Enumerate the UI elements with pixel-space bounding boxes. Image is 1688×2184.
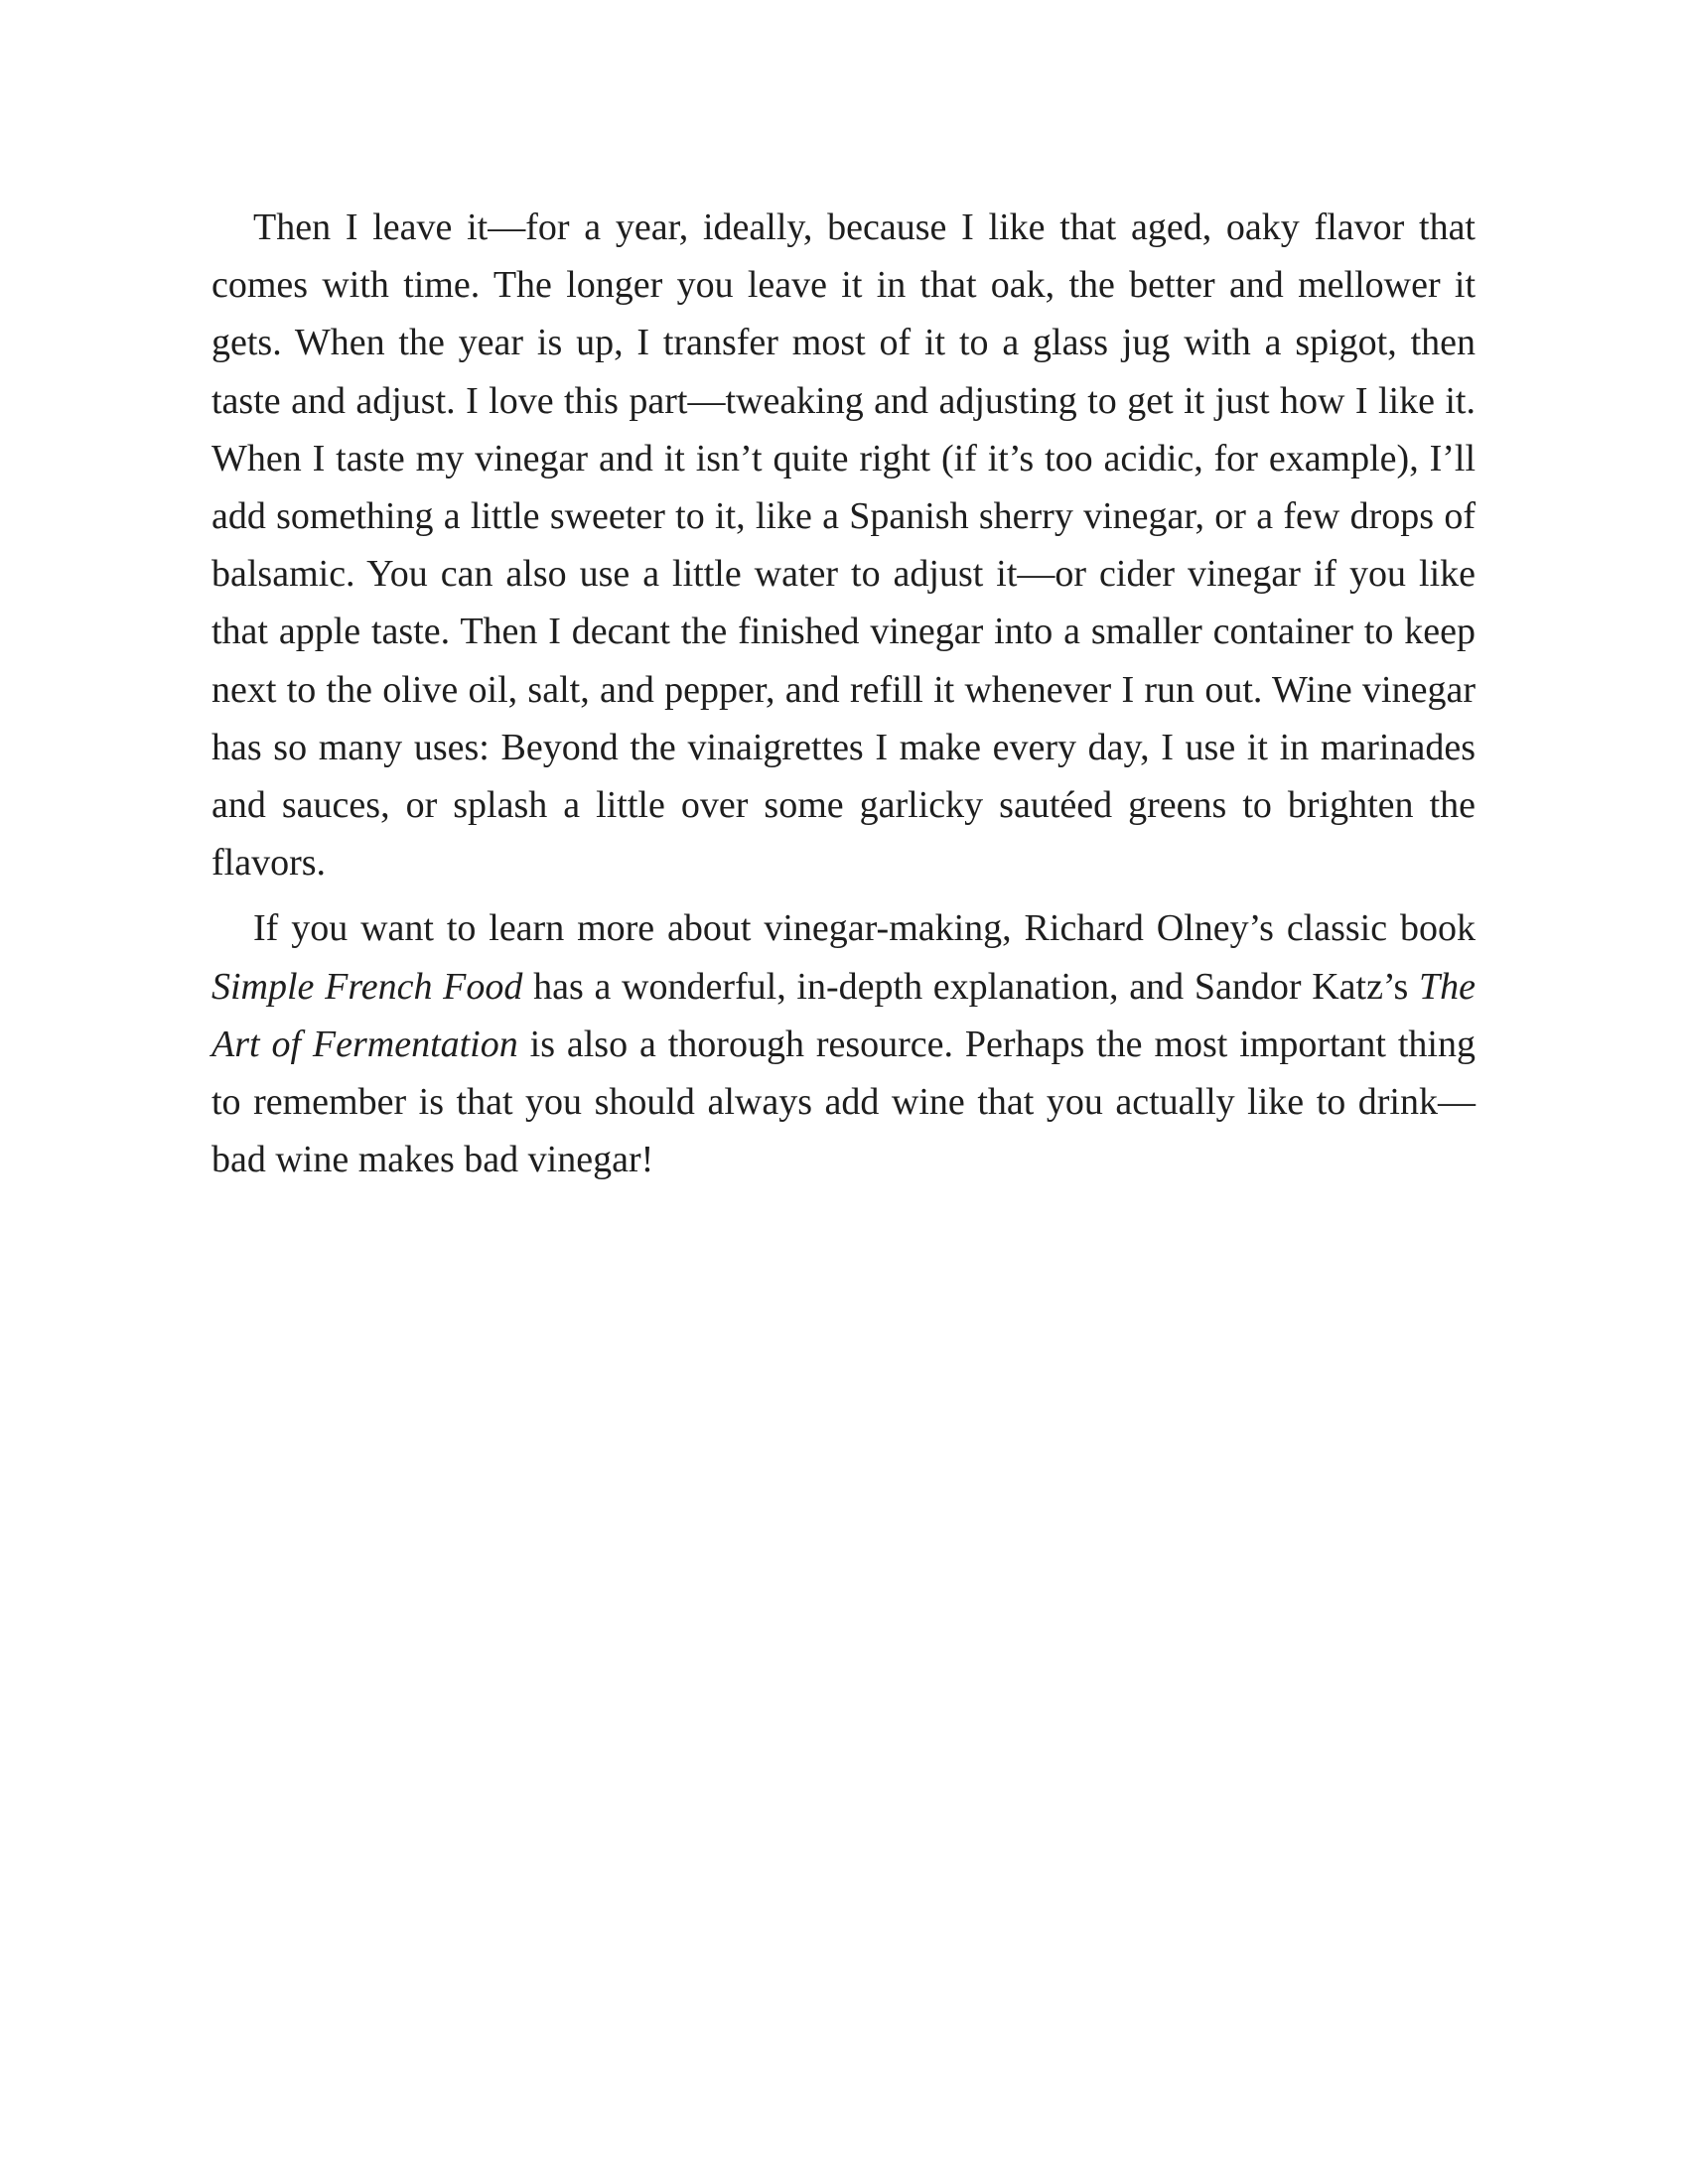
book-title-simple-french-food: Simple French Food xyxy=(211,965,523,1008)
paragraph-further-reading xyxy=(211,899,1476,1188)
paragraph-text: is also a thorough resource. Perhaps the most important thing to remember is that you should always add wine that you actually like to drink—bad wine makes bad vinegar! xyxy=(211,1023,1476,1181)
paragraph-text: If you want to learn more about vinegar-making, Richard Olney’s classic book xyxy=(253,907,1476,950)
paragraph-text: has a wonderful, in-depth explanation, and Sandor Katz’s xyxy=(522,965,1419,1008)
paragraph-text: Then I leave it—for a year, ideally, because I like that aged, oaky flavor that comes with time. The longer you leave it in that oak, the better and mellower it gets. When the year is up, I transfer most of it to a glass jug with a spigot, then taste and adjust. I love this part—tweaking and adjusting to get it just how I like it. When I taste my vinegar and it isn’t quite right (if it’s too acidic, for example), I’ll add something a little sweeter to it, like a Spanish sherry vinegar, or a few drops of balsamic. You can also use a little water to adjust it—or cider vinegar if you like that apple taste. Then I decant the finished vinegar into a smaller container to keep next to the olive oil, salt, and pepper, and refill it whenever I run out. Wine vinegar has so many uses: Beyond the vinaigrettes I make every day, I use it in marinades and sauces, or splash a little over some garlicky sautéed greens to brighten the flavors. xyxy=(211,206,1476,885)
book-title-art-of-fermentation: The Art of Fermentation xyxy=(211,965,1476,1065)
page-body xyxy=(211,199,1476,1188)
paragraph-aging-vinegar xyxy=(211,199,1476,891)
